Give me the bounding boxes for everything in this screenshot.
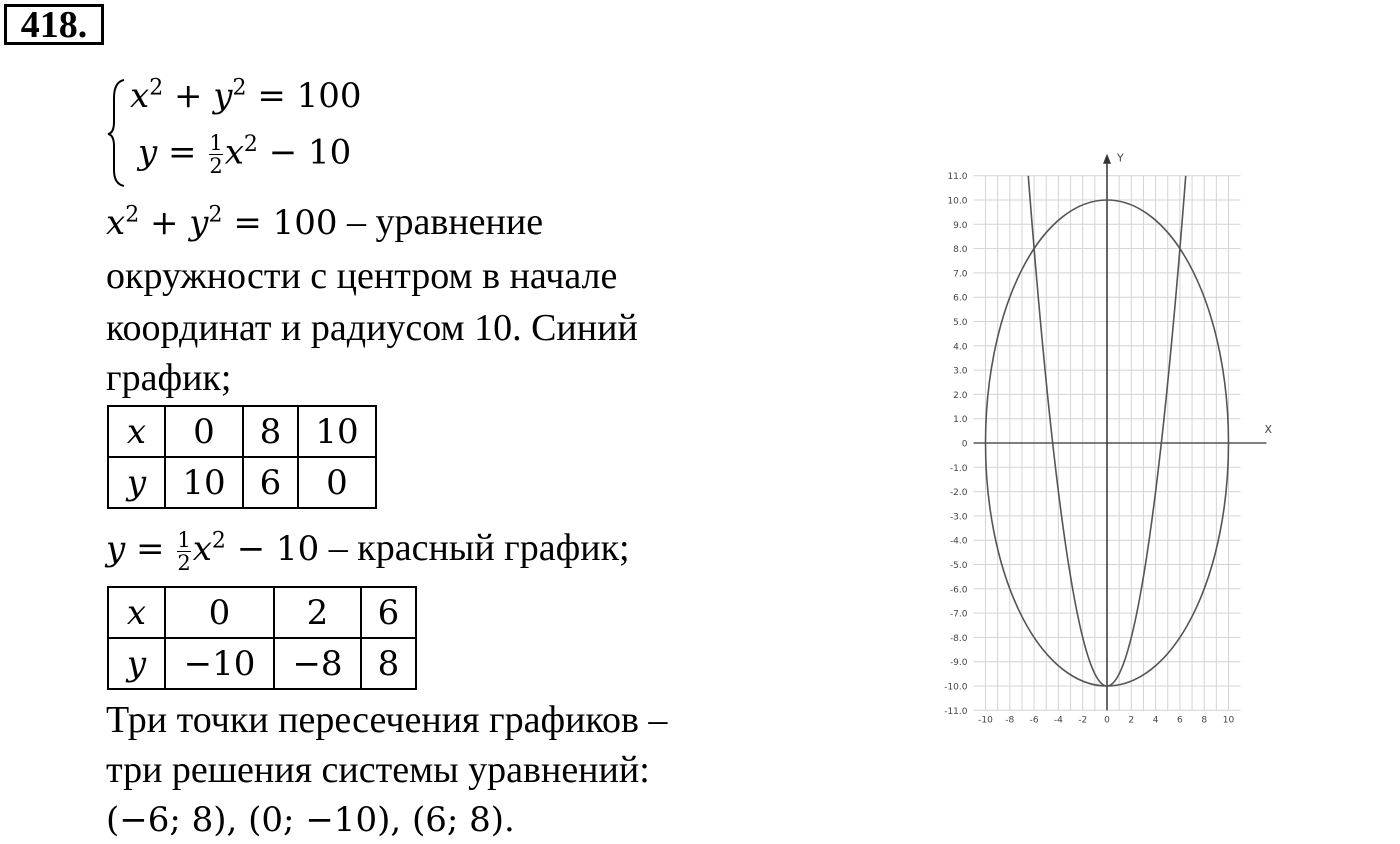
circle-values-table bbox=[107, 405, 377, 509]
x-tick-label: -4 bbox=[1053, 715, 1063, 726]
table-cell: 8 bbox=[243, 406, 298, 457]
y-tick-label: -8.0 bbox=[949, 633, 968, 644]
table-cell: 10 bbox=[298, 406, 376, 457]
table-cell: 2 bbox=[274, 587, 361, 638]
y-tick-label: -9.0 bbox=[949, 658, 968, 669]
table-header-y: y bbox=[108, 638, 165, 689]
y-tick-label: 11.0 bbox=[947, 172, 968, 183]
table-row bbox=[108, 587, 416, 638]
table-header-x: x bbox=[108, 406, 165, 457]
y-tick-label: -6.0 bbox=[949, 585, 968, 596]
x-tick-label: 2 bbox=[1128, 715, 1135, 726]
fraction-one-half: $\frac{1}{2}$ bbox=[177, 527, 191, 575]
circle-equation-line: $x^2 + y^2 = 100$ – уравнение bbox=[106, 201, 544, 243]
table-cell: 10 bbox=[165, 457, 243, 508]
fraction-one-half: $\frac{1}{2}$ bbox=[209, 131, 223, 178]
table-cell: 0 bbox=[165, 406, 243, 457]
problem-number: 418. bbox=[4, 4, 104, 45]
y-tick-label: 2.0 bbox=[953, 390, 968, 401]
table-cell: −8 bbox=[274, 638, 361, 689]
y-tick-label: -3.0 bbox=[949, 512, 968, 523]
system-equation-2: y = $\frac{1}{2}$ $x^2 - 10$ bbox=[138, 131, 352, 178]
table-cell: 8 bbox=[361, 638, 416, 689]
y-tick-label: -4.0 bbox=[949, 536, 968, 547]
y-tick-label: 6.0 bbox=[953, 293, 968, 304]
y-axis-label: Y bbox=[1117, 151, 1124, 165]
y-axis-arrow-icon bbox=[1103, 154, 1111, 164]
x-tick-label: -10 bbox=[978, 715, 993, 726]
parabola-equation-line: y = $\frac{1}{2}$ $x^2 - 10$ – красный график; bbox=[106, 527, 630, 575]
conclusion-line-2: три решения системы уравнений: bbox=[106, 749, 650, 791]
x-tick-label: -2 bbox=[1078, 715, 1088, 726]
table-row bbox=[108, 457, 376, 508]
y-tick-label: -7.0 bbox=[949, 609, 968, 620]
x-tick-label: -6 bbox=[1029, 715, 1039, 726]
x-tick-label: 8 bbox=[1201, 715, 1208, 726]
conclusion-line-1: Три точки пересечения графиков – bbox=[106, 699, 668, 741]
table-cell: 6 bbox=[243, 457, 298, 508]
table-header-y: y bbox=[108, 457, 165, 508]
y-tick-label: 0 bbox=[961, 439, 968, 450]
y-tick-label: 9.0 bbox=[953, 220, 968, 231]
function-graph bbox=[800, 150, 1400, 730]
y-tick-label: -1.0 bbox=[949, 463, 968, 474]
table-cell: 0 bbox=[165, 587, 274, 638]
y-tick-label: -5.0 bbox=[949, 561, 968, 571]
table-cell: 0 bbox=[298, 457, 376, 508]
parabola-values-table bbox=[107, 586, 417, 690]
table-row bbox=[108, 406, 376, 457]
text-line-4: график; bbox=[106, 357, 232, 399]
x-tick-label: 4 bbox=[1152, 715, 1159, 726]
y-tick-label: -11.0 bbox=[944, 706, 968, 717]
y-tick-label: -2.0 bbox=[949, 488, 968, 499]
system-equation-1: $x^2 + y^2 = 100$ bbox=[130, 75, 362, 116]
y-tick-label: 5.0 bbox=[953, 318, 968, 328]
y-tick-label: 1.0 bbox=[953, 415, 968, 426]
table-cell: −10 bbox=[165, 638, 274, 689]
y-tick-label: 10.0 bbox=[947, 196, 968, 207]
y-tick-label: -10.0 bbox=[944, 682, 968, 693]
text-line-3: координат и радиусом 10. Синий bbox=[106, 307, 638, 349]
x-tick-label: -8 bbox=[1005, 715, 1015, 726]
table-row bbox=[108, 638, 416, 689]
system-brace bbox=[106, 78, 128, 193]
y-tick-label: 8.0 bbox=[953, 245, 968, 256]
x-tick-label: 10 bbox=[1222, 715, 1235, 726]
table-cell: 6 bbox=[361, 587, 416, 638]
x-axis-label: X bbox=[1264, 423, 1273, 436]
x-tick-label: 0 bbox=[1104, 715, 1110, 726]
answer-line: (−6; 8), (0; −10), (6; 8). bbox=[106, 800, 515, 840]
y-tick-label: 3.0 bbox=[953, 366, 968, 377]
curly-brace-icon bbox=[106, 78, 128, 188]
text-line-2: окружности с центром в начале bbox=[106, 255, 618, 297]
table-header-x: x bbox=[108, 587, 165, 638]
y-tick-label: 7.0 bbox=[953, 269, 968, 280]
x-tick-label: 6 bbox=[1177, 715, 1183, 726]
y-tick-label: 4.0 bbox=[953, 342, 968, 353]
